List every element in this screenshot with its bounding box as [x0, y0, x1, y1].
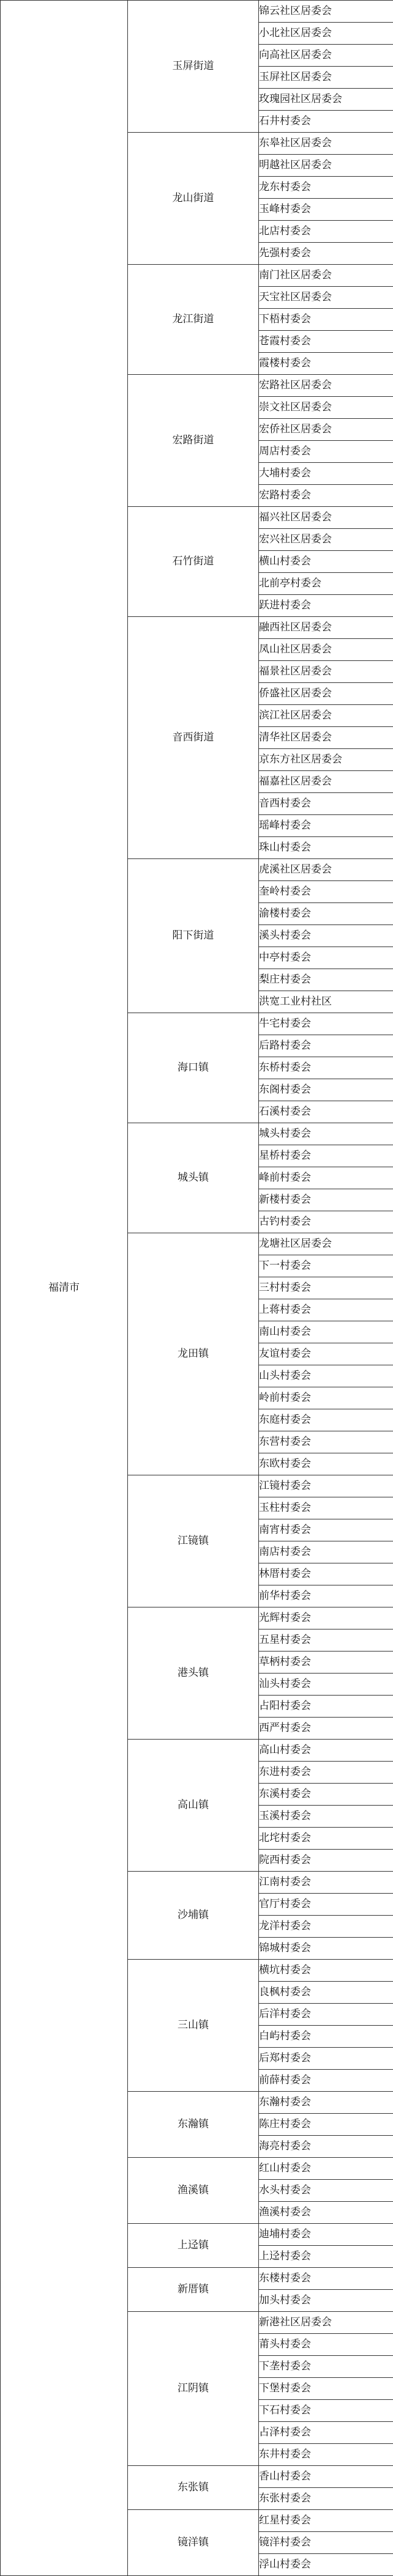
village-cell: 良枫村委会	[259, 1982, 393, 2004]
village-cell: 友谊村委会	[259, 1343, 393, 1365]
town-cell: 高山镇	[128, 1740, 259, 1872]
village-cell: 山头村委会	[259, 1365, 393, 1387]
town-cell: 东张镇	[128, 2466, 259, 2510]
village-cell: 锦城村委会	[259, 1938, 393, 1960]
village-cell: 后郑村委会	[259, 2048, 393, 2070]
village-cell: 水头村委会	[259, 2180, 393, 2202]
village-cell: 东庭村委会	[259, 1409, 393, 1431]
village-cell: 岭前村委会	[259, 1387, 393, 1409]
village-cell: 后路村委会	[259, 1035, 393, 1057]
village-cell: 官厅村委会	[259, 1894, 393, 1916]
town-cell: 宏路街道	[128, 375, 259, 507]
village-cell: 白屿村委会	[259, 2026, 393, 2048]
village-cell: 福嘉社区居委会	[259, 771, 393, 793]
village-cell: 清华社区居委会	[259, 727, 393, 749]
village-cell: 渝楼村委会	[259, 903, 393, 925]
village-cell: 莆头村委会	[259, 2334, 393, 2356]
village-cell: 凤山社区居委会	[259, 639, 393, 661]
village-cell: 南店村委会	[259, 1541, 393, 1563]
village-cell: 玉柱村委会	[259, 1497, 393, 1519]
town-cell: 上迳镇	[128, 2224, 259, 2268]
village-cell: 福兴社区居委会	[259, 507, 393, 529]
town-cell: 城头镇	[128, 1123, 259, 1233]
village-cell: 迪埔村委会	[259, 2224, 393, 2246]
village-cell: 瑶峰村委会	[259, 815, 393, 837]
village-cell: 溪头村委会	[259, 925, 393, 947]
village-cell: 三村村委会	[259, 1277, 393, 1299]
village-cell: 洪宽工业村社区	[259, 991, 393, 1013]
village-cell: 梨庄村委会	[259, 969, 393, 991]
town-cell: 镜洋镇	[128, 2510, 259, 2576]
village-cell: 小北社区居委会	[259, 23, 393, 45]
village-cell: 东桥村委会	[259, 1057, 393, 1079]
village-cell: 跃进村委会	[259, 595, 393, 617]
town-cell: 江镜镇	[128, 1475, 259, 1607]
village-cell: 京东方社区居委会	[259, 749, 393, 771]
village-cell: 横坑村委会	[259, 1960, 393, 1982]
town-cell: 港头镇	[128, 1607, 259, 1740]
village-cell: 东阁村委会	[259, 1079, 393, 1101]
village-cell: 大埔村委会	[259, 463, 393, 485]
village-cell: 东井村委会	[259, 2444, 393, 2466]
village-cell: 西严村委会	[259, 1718, 393, 1740]
village-cell: 院西村委会	[259, 1850, 393, 1872]
town-cell: 沙埔镇	[128, 1872, 259, 1960]
village-cell: 玉峰村委会	[259, 199, 393, 221]
village-cell: 红星村委会	[259, 2510, 393, 2532]
town-cell: 龙江街道	[128, 265, 259, 375]
village-cell: 宏路村委会	[259, 485, 393, 507]
village-cell: 东欧村委会	[259, 1453, 393, 1475]
village-cell: 周店村委会	[259, 441, 393, 463]
village-cell: 上蒋村委会	[259, 1299, 393, 1321]
village-cell: 虎溪社区居委会	[259, 859, 393, 881]
village-cell: 镜洋村委会	[259, 2532, 393, 2554]
village-cell: 下垄村委会	[259, 2356, 393, 2378]
village-cell: 珠山村委会	[259, 837, 393, 859]
village-cell: 东楼村委会	[259, 2268, 393, 2290]
village-cell: 草柄村委会	[259, 1652, 393, 1674]
village-cell: 东溪村委会	[259, 1784, 393, 1806]
town-cell: 海口镇	[128, 1013, 259, 1123]
village-cell: 加头村委会	[259, 2290, 393, 2312]
town-cell: 音西街道	[128, 617, 259, 859]
town-cell: 新厝镇	[128, 2268, 259, 2312]
village-cell: 前华村委会	[259, 1585, 393, 1607]
village-cell: 龙东村委会	[259, 177, 393, 199]
village-cell: 新楼村委会	[259, 1189, 393, 1211]
village-cell: 霞楼村委会	[259, 353, 393, 375]
town-cell: 三山镇	[128, 1960, 259, 2092]
village-cell: 北垞村委会	[259, 1828, 393, 1850]
village-cell: 玉屏社区居委会	[259, 67, 393, 89]
village-cell: 下一村委会	[259, 1255, 393, 1277]
village-cell: 苍霞村委会	[259, 331, 393, 353]
village-cell: 先强村委会	[259, 243, 393, 265]
village-cell: 宏兴社区居委会	[259, 529, 393, 551]
village-cell: 峰前村委会	[259, 1167, 393, 1189]
village-cell: 东营村委会	[259, 1431, 393, 1453]
village-cell: 锦云社区居委会	[259, 1, 393, 23]
town-cell: 阳下街道	[128, 859, 259, 1013]
village-cell: 北前亭村委会	[259, 573, 393, 595]
village-cell: 东张村委会	[259, 2488, 393, 2510]
village-cell: 滨江社区居委会	[259, 705, 393, 727]
village-cell: 南山村委会	[259, 1321, 393, 1343]
village-cell: 奎岭村委会	[259, 881, 393, 903]
village-cell: 五星村委会	[259, 1629, 393, 1652]
village-cell: 福景社区居委会	[259, 661, 393, 683]
village-cell: 北店村委会	[259, 221, 393, 243]
village-cell: 下堡村委会	[259, 2378, 393, 2400]
table-row	[1, 1, 393, 23]
village-cell: 下石村委会	[259, 2400, 393, 2422]
village-cell: 渔溪村委会	[259, 2202, 393, 2224]
village-cell: 天宝社区居委会	[259, 287, 393, 309]
village-cell: 崇文社区居委会	[259, 397, 393, 419]
village-cell: 龙塘社区居委会	[259, 1233, 393, 1255]
village-cell: 融西社区居委会	[259, 617, 393, 639]
village-cell: 江镜村委会	[259, 1475, 393, 1497]
village-cell: 光辉村委会	[259, 1607, 393, 1629]
village-cell: 明越社区居委会	[259, 155, 393, 177]
village-cell: 宏侨社区居委会	[259, 419, 393, 441]
city-cell: 福清市	[1, 1, 128, 2576]
town-cell: 龙山街道	[128, 133, 259, 265]
village-cell: 林厝村委会	[259, 1563, 393, 1585]
village-cell: 海亮村委会	[259, 2136, 393, 2158]
village-cell: 下梧村委会	[259, 309, 393, 331]
village-cell: 南门社区居委会	[259, 265, 393, 287]
village-cell: 南宵村委会	[259, 1519, 393, 1541]
village-cell: 横山村委会	[259, 551, 393, 573]
village-cell: 侨盛社区居委会	[259, 683, 393, 705]
village-cell: 龙洋村委会	[259, 1916, 393, 1938]
village-cell: 中亭村委会	[259, 947, 393, 969]
village-cell: 陈庄村委会	[259, 2114, 393, 2136]
village-cell: 东皋社区居委会	[259, 133, 393, 155]
village-cell: 向高社区居委会	[259, 45, 393, 67]
village-cell: 上迳村委会	[259, 2246, 393, 2268]
town-cell: 东瀚镇	[128, 2092, 259, 2158]
village-cell: 音西村委会	[259, 793, 393, 815]
village-cell: 浮山村委会	[259, 2554, 393, 2576]
village-cell: 新港社区居委会	[259, 2312, 393, 2334]
town-cell: 石竹街道	[128, 507, 259, 617]
village-cell: 玫瑰园社区居委会	[259, 89, 393, 111]
town-cell: 龙田镇	[128, 1233, 259, 1475]
village-cell: 东进村委会	[259, 1762, 393, 1784]
village-cell: 石溪村委会	[259, 1101, 393, 1123]
village-cell: 汕头村委会	[259, 1674, 393, 1696]
town-cell: 江阴镇	[128, 2312, 259, 2466]
village-cell: 牛宅村委会	[259, 1013, 393, 1035]
village-cell: 后洋村委会	[259, 2004, 393, 2026]
town-cell: 玉屏街道	[128, 1, 259, 133]
village-cell: 玉溪村委会	[259, 1806, 393, 1828]
village-cell: 石井村委会	[259, 111, 393, 133]
village-cell: 高山村委会	[259, 1740, 393, 1762]
village-cell: 江南村委会	[259, 1872, 393, 1894]
village-cell: 香山村委会	[259, 2466, 393, 2488]
village-cell: 占阳村委会	[259, 1696, 393, 1718]
village-cell: 前薛村委会	[259, 2070, 393, 2092]
village-cell: 星桥村委会	[259, 1145, 393, 1167]
village-cell: 红山村委会	[259, 2158, 393, 2180]
table-body	[1, 1, 393, 2576]
village-cell: 城头村委会	[259, 1123, 393, 1145]
village-cell: 东瀚村委会	[259, 2092, 393, 2114]
village-cell: 占泽村委会	[259, 2422, 393, 2444]
village-cell: 宏路社区居委会	[259, 375, 393, 397]
village-cell: 古钓村委会	[259, 1211, 393, 1233]
town-cell: 渔溪镇	[128, 2158, 259, 2224]
